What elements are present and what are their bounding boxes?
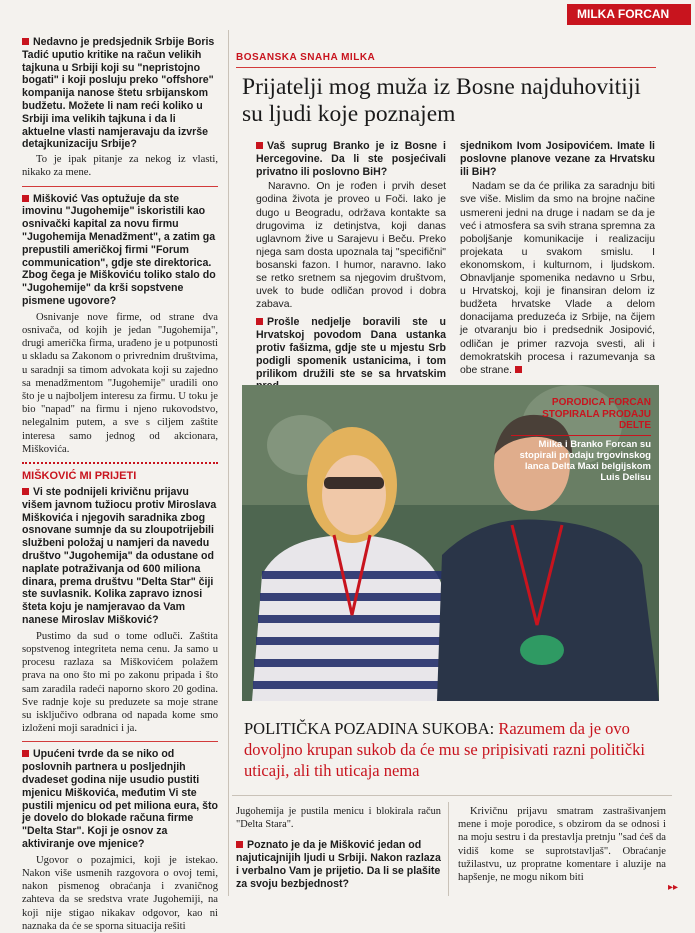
photo-caption-text: Milka i Branko Forcan su stopirali prodaju trgovinskog lanca Delta Maxi belgijskom Luis Delisu bbox=[519, 438, 651, 483]
bottom-middle-column bbox=[236, 805, 441, 891]
answer-1: To je ipak pitanje za nekog iz vlasti, nikako za mene. bbox=[22, 154, 218, 179]
divider bbox=[22, 186, 218, 187]
bottom-right-text: Krivičnu prijavu smatram zastrašivanjem mene i moje porodice, s obzirom da se odnosi i na moju sestru i da prestavlja pretnju "sad ćeš da vidiš kome se suprotstavljaš". Obraćanje tužilastvu, uz propratne komentare i aluzije na hapšenje, ne mogu nikom biti bbox=[458, 806, 666, 884]
bullet-square-icon bbox=[22, 38, 29, 45]
bullet-square-icon bbox=[236, 841, 243, 848]
divider bbox=[22, 741, 218, 742]
bullet-square-icon bbox=[22, 488, 29, 495]
article-headline: Prijatelji mog muža iz Bosne najduhovitiji su ljudi koje poznajem bbox=[242, 74, 641, 127]
photo-caption-title: PORODICA FORCAN STOPIRALA PRODAJU DELTE bbox=[542, 397, 651, 431]
continue-arrow-icon: ▸▸ bbox=[668, 882, 679, 893]
bullet-square-icon bbox=[22, 195, 29, 202]
bullet-square-icon bbox=[22, 750, 29, 757]
answer-2: Osnivanje nove firme, od strane dva osnivača, od kojih je jedan "Jugohemija", drugi američka firma, urađeno je u potpunosti u skladu sa Zakonom o privrednim društvima, u saradnji sa timom advokata koji su zajedno sa menadžmentom "Jugohemije" uradili ono što je u najboljem interesu za firmu. U toku je bio "napad" na firmu i njeno rukovodstvo, nelegalnim putem, a sve s ciljem zaštite interesa samo jednog od akcionara, Miškovića. bbox=[22, 311, 218, 455]
question-3: Vi ste podnijeli krivičnu prijavu višem javnom tužiocu protiv Miroslava Miškovića i njegovih saradnika zbog osnovane sumnje da su zloupotrijebili službeni položaj u namjeri da navedu društvo "Jugohemija" da odustane od naplate potraživanja od 600 miliona dinara, prema društvu "Delta Star" čiji ste suvlasnik. Kolika zapravo iznosi šteta koju je namjeravao da Vam nanese Miroslav Mišković? bbox=[22, 485, 217, 626]
article-answer-1: Naravno. On je rođen i prvih deset godina života je proveo u Foči. Iako je dugo u Beogradu, održava kontakte sa drugovima iz detinjstva, koji danas uglavnom žive u Sarajevu i Beču. Preko njega sam dosta upoznala taj "specifični" bosanski fazon. I humor, naravno. Iako se retko sretnem sa njegovim društvom, uvek to bude odličan provod i dobra zabava. bbox=[256, 181, 446, 311]
bottom-answer: Jugohemija je pustila menicu i blokirala račun "Delta Stara". bbox=[236, 806, 441, 831]
question-4: Upućeni tvrde da se niko od poslovnih partnera u posljednjih dvadeset godina nije usudio pustiti mjenicu Miškovića, međutim Vi ste pustili mjenicu od pet miliona eura, što je dovelo do blokade računa firme "Delta Star". Koji je osnov za aktiviranje ove mjenice? bbox=[22, 748, 219, 850]
subheading: MIŠKOVIĆ MI PRIJETI bbox=[22, 462, 218, 482]
photo bbox=[242, 385, 659, 701]
divider bbox=[236, 67, 656, 68]
divider bbox=[232, 795, 672, 796]
bottom-right-column bbox=[458, 805, 666, 884]
column-separator bbox=[228, 30, 229, 896]
answer-3: Pustimo da sud o tome odluči. Zaštita sopstvenog integriteta nema cenu. Ja samo u procesu razlaza sa Miškovićem polažem prava na ono što mi po zakonu pripada i što sam zaradila radeći naporno skoro 20 godina. Sve radnje koje su preduzete sa moje strane su isključivo odbrana od napada kome smo izloženi moji saradnici i ja. bbox=[22, 630, 218, 735]
photo-caption bbox=[511, 397, 651, 483]
article-column-1 bbox=[256, 140, 446, 393]
pullquote-lead: POLITIČKA POZADINA SUKOBA: bbox=[244, 719, 495, 738]
end-square-icon bbox=[515, 366, 522, 373]
question-1: Nedavno je predsjednik Srbije Boris Tadić uputio kritike na račun velikih tajkuna u Srbiji koji su "nepristojno bogati" i koji posluju preko "offshore" kompanija nanose štetu srbijanskom budžetu. Možete li nam reći koliko u Srbiji ima velikih tajkuna i da li aktuelne vlasti namjeravaju da izvrše detajkunizaciju Srbije? bbox=[22, 36, 215, 151]
divider bbox=[448, 802, 449, 896]
bottom-question: Poznato je da je Mišković jedan od najuticajnijih ljudi u Srbiji. Nakon razlaza i verbalno Vam je prijetio. Da li se plašite za svoju bezbjednost? bbox=[236, 839, 441, 890]
article-question-2-cont: sjednikom Ivom Josipovićem. Imate li poslovne planove vezane za Hrvatsku ili BiH? bbox=[460, 140, 655, 178]
pullquote-text: Razumem da je ovo dovoljno krupan sukob da će mu se pripisivati razni politički uticaji, ali tih uticaja nema bbox=[244, 719, 645, 780]
article-kicker: BOSANSKA SNAHA MILKA bbox=[236, 52, 376, 63]
section-tag: MILKA FORCAN bbox=[567, 4, 691, 25]
left-column bbox=[22, 36, 218, 933]
article-question-1: Vaš suprug Branko je iz Bosne i Hercegovine. Da li ste posjećivali privatno ili poslovno BiH? bbox=[256, 140, 446, 178]
divider bbox=[511, 435, 651, 436]
article-column-2 bbox=[460, 140, 655, 377]
answer-4: Ugovor o pozajmici, koji je istekao. Nakon više usmenih razgovora o ovoj temi, nakon pismenog obraćanja i zvaničnog zahteva da se sredstva vrate Jugohemiji, na koji nije stigao nikakav odgovor, kao ni naznaka da će se sporna situacija rešiti bbox=[22, 854, 218, 932]
article-question-2: Prošle nedjelje boravili ste u Hrvatskoj povodom Dana ustanka protiv fašizma, gdje ste u mjestu Srb podigli spomenik ustanicima, i tom prilikom družili ste se sa hrvatskim bbox=[256, 316, 446, 380]
bullet-square-icon bbox=[256, 142, 263, 149]
article-answer-2: Nadam se da će prilika za saradnju biti sve više. Mislim da smo na brojne načine usmereni jedni na druge i nadam se da je već i atmosfera sa svih strana spremna za poboljšanje komunikacije i realizaciju projekata u svakom smislu. I ekonomskom, i kulturnom, i ljudskom. Obnavljanje spomenika nedavno u Srbu, u Hrvatskoj, koji je finansiran delom iz budžeta hrvatske Vlade a delom donacijama preduzeća iz Srbije, na čijem je otvaranju bio i predsednik Josipović, odličan je primer razvoja svesti, ali i demokratskih procesa i razumevanja sa obe strane. bbox=[460, 181, 655, 376]
pullquote bbox=[244, 718, 669, 781]
question-2: Mišković Vas optužuje da ste imovinu "Jugohemije" iskoristili kao osnivački kapital za novu firmu "Jugohemija Menadžment", a zatim ga prepustili američkoj firmi "Forum communication", gdje ste direktorica. Zbog čega je Miškoviću toliko stalo do "Jugohemije" da krši sopstvene pismene ugovore? bbox=[22, 192, 216, 307]
bullet-square-icon bbox=[256, 318, 263, 325]
